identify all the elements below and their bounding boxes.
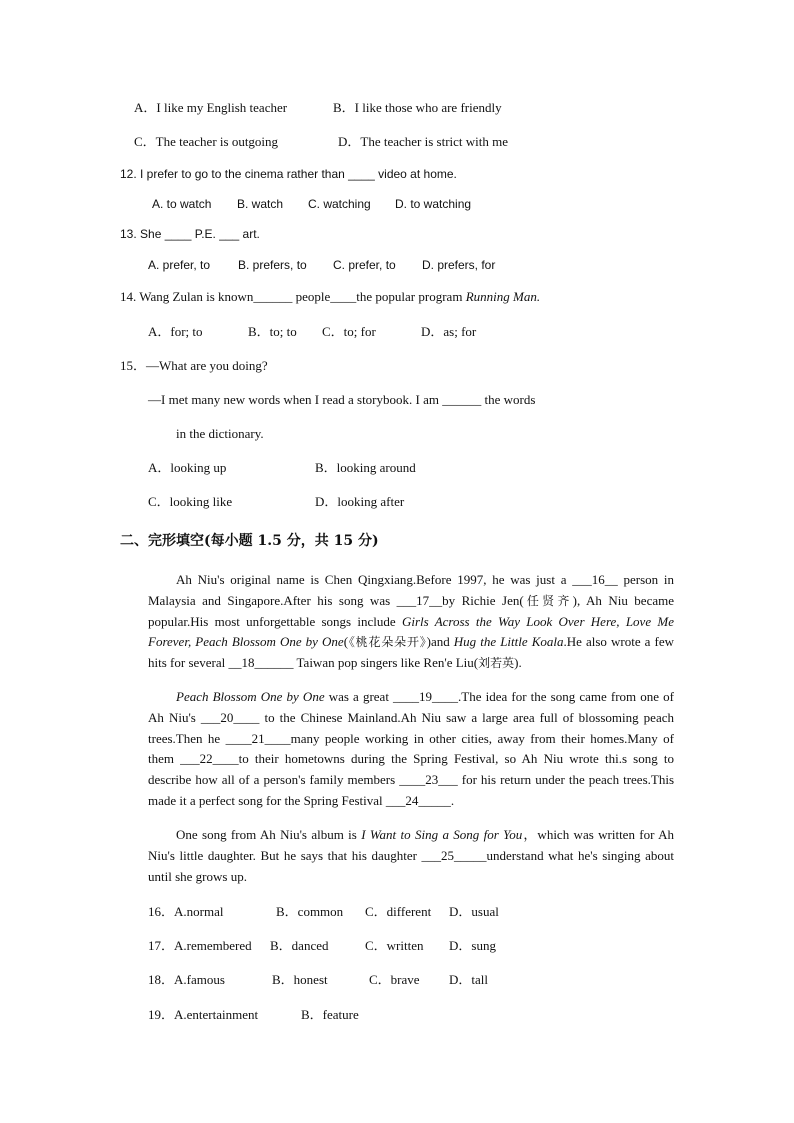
q17-option-b: B．danced — [270, 938, 329, 953]
q14-option-d: D．as; for — [421, 324, 477, 339]
q18-option-a: 18．A.famous — [148, 972, 225, 987]
q13-stem: 13. She ____ P.E. ___ art. — [120, 227, 260, 241]
p1-chinese-name-2: 刘若英 — [478, 656, 515, 671]
p2-text-1: was a great ____19____.The idea for the song came from one of Ah Niu's ___20____ to the Chinese Mainland.Ah Niu saw a large area full of blossoming peach trees.Then he ____21____many people working in other cities, away from their homes.Many of them ___22____to their hometowns during the Spring Festival, so Ah Niu wrote thi.s song to describe how all of a person's family members ____23___ for his return under the peach trees.This made it a perfect song for the Spring Festival ___24_____. — [148, 689, 674, 808]
p1-song-titles: Girls Across the Way Look Over Here, Love Me Forever, Peach Blossom One by One — [148, 613, 674, 650]
p3-song-title: I Want to Sing a Song for You — [361, 827, 523, 842]
q17-option-c: C．written — [365, 938, 424, 953]
q16-option-b: B．common — [276, 904, 344, 919]
q19-option-b: B．feature — [301, 1007, 359, 1022]
passage-paragraph-3 — [148, 825, 674, 887]
q14-program-title: Running Man. — [465, 289, 541, 304]
p1-text-1: Ah Niu's original name is Chen Qingxiang.Before 1997, he was just a ___16__ person in Malaysia and Singapore.After his song was ___17__by Richie Jen( — [148, 572, 674, 608]
q13-option-d: D. prefers, for — [422, 258, 496, 272]
q11-option-c: C．The teacher is outgoing — [134, 134, 279, 149]
p3-text-2: ，which was written for Ah Niu's little daughter. But he says that his daughter ___25_____understand what he's singing about until she grows up. — [148, 827, 674, 884]
q15-option-c: C．looking like — [148, 494, 233, 509]
passage-paragraph-2 — [148, 687, 674, 812]
p2-song-title: Peach Blossom One by One — [176, 689, 325, 704]
q11-option-a: A．I like my English teacher — [134, 100, 288, 115]
q18-option-b: B．honest — [272, 972, 328, 987]
p1-text-4: )and — [426, 634, 454, 650]
q14-option-a: A．for; to — [148, 324, 203, 339]
p1-text-6: ). — [514, 655, 522, 671]
p1-text-2: ), Ah Niu became popular.His most unforgettable songs include — [148, 592, 674, 629]
q15-line3: in the dictionary. — [176, 426, 264, 441]
p3-text-1: One song from Ah Niu's album is — [176, 827, 362, 842]
q18-option-d: D．tall — [449, 972, 488, 987]
q12-option-a: A. to watch — [152, 197, 212, 211]
q15-option-a: A．looking up — [148, 460, 227, 475]
q18-option-c: C．brave — [369, 972, 420, 987]
q13-option-b: B. prefers, to — [238, 258, 307, 272]
q12-option-b: B. watch — [237, 197, 284, 211]
q19-option-a: 19．A.entertainment — [148, 1007, 259, 1022]
q14-stem-text: 14. Wang Zulan is known______ people____the popular program — [120, 289, 466, 304]
p1-text-3: ( — [343, 634, 349, 650]
q16-option-c: C．different — [365, 904, 432, 919]
q16-option-a: 16．A.normal — [148, 904, 224, 919]
q12-stem: 12. I prefer to go to the cinema rather than ____ video at home. — [120, 167, 457, 181]
q17-option-d: D．sung — [449, 938, 496, 953]
q15-option-d: D．looking after — [315, 494, 405, 509]
passage-paragraph-1 — [148, 570, 674, 674]
q15-option-b: B．looking around — [315, 460, 416, 475]
q13-option-a: A. prefer, to — [148, 258, 211, 272]
q15-stem: 15．—What are you doing? — [120, 358, 268, 373]
section-heading: 二、完形填空(每小题 1.5 分，共 15 分) — [120, 533, 379, 549]
p1-text-5: .He also wrote a few hits for several __18______ Taiwan pop singers like Ren'e Liu( — [148, 634, 674, 671]
p1-song-title-2: Hug the Little Koala — [453, 634, 564, 650]
p1-chinese-title: 《桃花朵朵开》 — [348, 635, 427, 650]
q15-line2: —I met many new words when I read a storybook. I am ______ the words — [148, 392, 536, 407]
p1-chinese-name-1: 任贤齐 — [523, 593, 573, 608]
q13-option-c: C. prefer, to — [333, 258, 396, 272]
q17-option-a: 17．A.remembered — [148, 938, 252, 953]
q11-option-b: B．I like those who are friendly — [333, 100, 502, 115]
q14-option-c: C．to; for — [322, 324, 376, 339]
q14-option-b: B．to; to — [248, 324, 297, 339]
q11-option-d: D．The teacher is strict with me — [338, 134, 509, 149]
q16-option-d: D．usual — [449, 904, 499, 919]
q12-option-d: D. to watching — [395, 197, 472, 211]
q12-option-c: C. watching — [308, 197, 371, 211]
q14-stem — [120, 289, 540, 305]
